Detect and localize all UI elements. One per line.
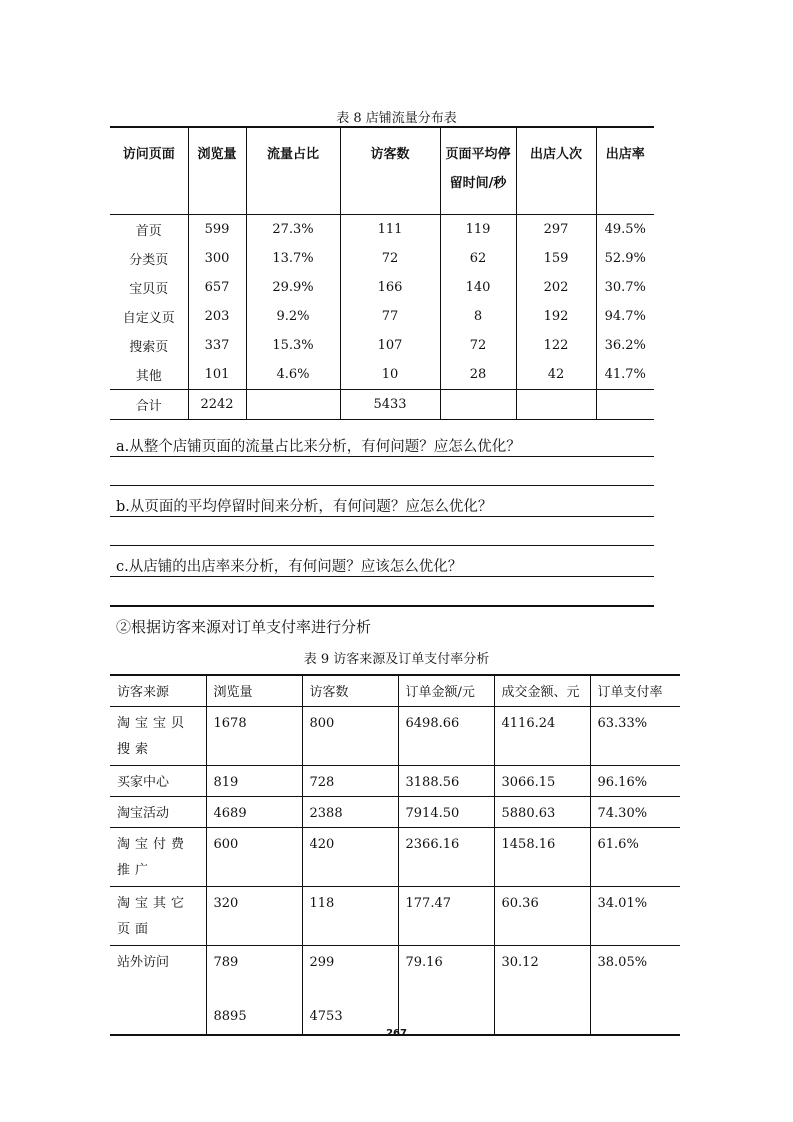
table-cell: 7914.50	[398, 797, 494, 828]
table-cell: 5880.63	[494, 797, 590, 828]
table-row	[110, 828, 680, 887]
table-row	[110, 766, 680, 797]
table9-header: 访客数	[302, 675, 398, 707]
table8-header-row	[110, 127, 654, 215]
table-cell: 3188.56	[398, 766, 494, 797]
table-row	[110, 887, 680, 946]
table-cell: 买家中心	[110, 766, 206, 797]
table-cell: 101	[188, 360, 246, 390]
table-cell: 79.16	[398, 946, 494, 1036]
table-cell: 203	[188, 302, 246, 331]
table-cell: 2242	[188, 390, 246, 420]
table-cell	[110, 946, 206, 1036]
table-cell	[302, 946, 398, 1036]
table-cell: 自定义页	[110, 302, 188, 331]
table-cell: 77	[340, 302, 440, 331]
table-cell: 3066.15	[494, 766, 590, 797]
table9-total: 8895	[213, 1009, 247, 1024]
table-cell-text: 789	[213, 955, 239, 970]
question-a: a.从整个店铺页面的流量占比来分析，有何问题？应怎么优化？	[116, 439, 521, 455]
question-b: b.从页面的平均停留时间来分析，有何问题？应怎么优化？	[116, 499, 493, 515]
table-cell: 728	[302, 766, 398, 797]
table-cell-text: 站外访问	[117, 955, 170, 970]
table-cell: 30.7%	[596, 273, 654, 302]
table-cell: 分类页	[110, 244, 188, 273]
table-row	[110, 797, 680, 828]
table-row	[110, 302, 654, 331]
table-cell: 140	[440, 273, 516, 302]
answer-line	[110, 485, 654, 486]
table-cell: 177.47	[398, 887, 494, 946]
table-cell-text: 299	[309, 955, 335, 970]
table-cell: 2388	[302, 797, 398, 828]
table8-header: 出店率	[596, 127, 654, 215]
table-cell: 淘宝活动	[110, 797, 206, 828]
table-cell: 淘宝付费推广	[110, 828, 206, 887]
table-cell: 800	[302, 707, 398, 766]
page-number: 267	[386, 1028, 407, 1039]
table8-total-row	[110, 390, 654, 420]
table-cell: 107	[340, 331, 440, 360]
table-cell: 其他	[110, 360, 188, 390]
table-cell: 淘宝其它页面	[110, 887, 206, 946]
table-cell: 320	[206, 887, 302, 946]
table8-traffic-distribution	[110, 126, 654, 420]
table-cell: 36.2%	[596, 331, 654, 360]
table9-header: 浏览量	[206, 675, 302, 707]
table8-header: 页面平均停留时间/秒	[440, 127, 516, 215]
table-cell: 63.33%	[590, 707, 680, 766]
table-cell: 657	[188, 273, 246, 302]
table-cell: 搜索页	[110, 331, 188, 360]
section-divider	[110, 605, 654, 607]
table-cell: 13.7%	[246, 244, 340, 273]
table9-header: 订单金额/元	[398, 675, 494, 707]
table-cell: 96.16%	[590, 766, 680, 797]
table-cell: 192	[516, 302, 596, 331]
table-row	[110, 331, 654, 360]
table-cell: 119	[440, 215, 516, 245]
table-row	[110, 360, 654, 390]
table-cell	[596, 390, 654, 420]
table-cell: 27.3%	[246, 215, 340, 245]
answer-line	[110, 545, 654, 546]
table-cell: 52.9%	[596, 244, 654, 273]
table9-caption: 表 9 访客来源及订单支付率分析	[303, 652, 490, 667]
table-cell: 337	[188, 331, 246, 360]
table-cell: 420	[302, 828, 398, 887]
table-cell: 4689	[206, 797, 302, 828]
answer-line	[110, 516, 654, 517]
table-cell: 118	[302, 887, 398, 946]
question-c: c.从店铺的出店率来分析，有何问题？应该怎么优化？	[116, 559, 463, 575]
table-cell: 30.12	[494, 946, 590, 1036]
table-cell: 74.30%	[590, 797, 680, 828]
table-row	[110, 215, 654, 245]
table-cell: 合计	[110, 390, 188, 420]
table-cell	[246, 390, 340, 420]
table-cell: 2366.16	[398, 828, 494, 887]
table-cell: 72	[340, 244, 440, 273]
answer-line	[110, 456, 654, 457]
table8-header: 访问页面	[110, 127, 188, 215]
table-cell: 28	[440, 360, 516, 390]
table-cell: 300	[188, 244, 246, 273]
table-cell: 60.36	[494, 887, 590, 946]
table-cell: 38.05%	[590, 946, 680, 1036]
table-cell: 202	[516, 273, 596, 302]
table9-header: 订单支付率	[590, 675, 680, 707]
table-row	[110, 707, 680, 766]
table9-header-row	[110, 675, 680, 707]
table-cell	[206, 946, 302, 1036]
table-cell: 1678	[206, 707, 302, 766]
table-cell: 34.01%	[590, 887, 680, 946]
table-cell: 122	[516, 331, 596, 360]
table-cell: 8	[440, 302, 516, 331]
table-cell: 41.7%	[596, 360, 654, 390]
table-cell: 166	[340, 273, 440, 302]
table-cell: 淘宝宝贝搜索	[110, 707, 206, 766]
answer-line	[110, 576, 654, 577]
table-row	[110, 946, 680, 1036]
table-cell: 111	[340, 215, 440, 245]
section2-title: ②根据访客来源对订单支付率进行分析	[116, 618, 372, 636]
table-row	[110, 244, 654, 273]
table-cell: 819	[206, 766, 302, 797]
table-cell: 599	[188, 215, 246, 245]
table8-header: 访客数	[340, 127, 440, 215]
table8-header: 出店人次	[516, 127, 596, 215]
table-cell: 42	[516, 360, 596, 390]
table-cell: 94.7%	[596, 302, 654, 331]
table-cell: 15.3%	[246, 331, 340, 360]
table-cell: 首页	[110, 215, 188, 245]
table-cell: 159	[516, 244, 596, 273]
table-cell: 297	[516, 215, 596, 245]
table-cell: 62	[440, 244, 516, 273]
table-cell: 6498.66	[398, 707, 494, 766]
table9-header: 成交金额、元	[494, 675, 590, 707]
table9-visitor-source	[110, 674, 680, 1036]
table-cell: 9.2%	[246, 302, 340, 331]
table-row	[110, 273, 654, 302]
table-cell	[440, 390, 516, 420]
table-cell	[516, 390, 596, 420]
table-cell: 1458.16	[494, 828, 590, 887]
table-cell: 49.5%	[596, 215, 654, 245]
table-cell: 4116.24	[494, 707, 590, 766]
table-cell: 宝贝页	[110, 273, 188, 302]
table9-header: 访客来源	[110, 675, 206, 707]
table-cell: 61.6%	[590, 828, 680, 887]
table-cell: 4.6%	[246, 360, 340, 390]
table-cell: 600	[206, 828, 302, 887]
table-cell: 5433	[340, 390, 440, 420]
table8-header: 流量占比	[246, 127, 340, 215]
table-cell: 29.9%	[246, 273, 340, 302]
table-cell: 72	[440, 331, 516, 360]
table9-total: 4753	[309, 1009, 343, 1024]
table8-caption: 表 8 店铺流量分布表	[336, 111, 457, 126]
table-cell: 10	[340, 360, 440, 390]
table8-header: 浏览量	[188, 127, 246, 215]
